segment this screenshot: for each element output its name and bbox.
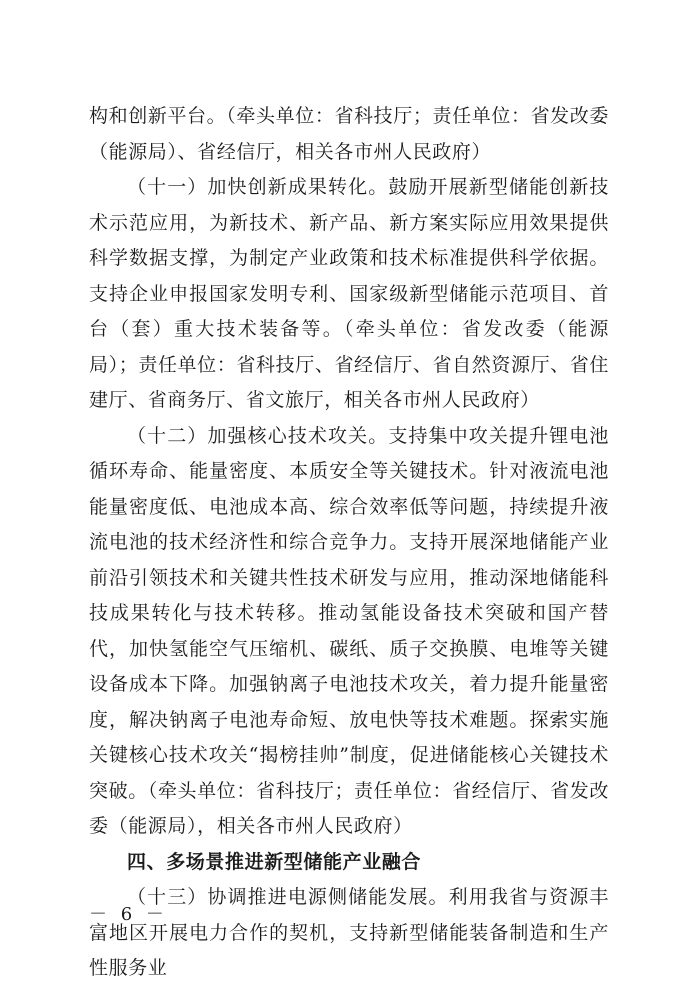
paragraph-item-11: （十一）加快创新成果转化。鼓励开展新型储能创新技术示范应用，为新技术、新产品、新方案实际应用效果提供科学数据支撑，为制定产业政策和技术标准提供科学依据。支持企业申报国家发明专利、国家级新型储能示范项目、首台（套）重大技术装备等。（牵头单位：省发改委（能源局）；责任单位：省科技厅、省经信厅、省自然资源厅、省住建厅、省商务厅、省文旅厅，相关各市州人民政府） <box>89 176 609 411</box>
page-number: － 6 － <box>89 904 168 925</box>
paragraph-item-13: （十三）协调推进电源侧储能发展。利用我省与资源丰富地区开展电力合作的契机，支持新型储能装备制造和生产性服务业 <box>89 886 609 979</box>
paragraph-continuation: 构和创新平台。（牵头单位：省科技厅；责任单位：省发改委（能源局）、省经信厅，相关各市州人民政府） <box>89 105 609 163</box>
section-heading-4: 四、多场景推进新型储能产业融合 <box>127 850 422 873</box>
paragraph-item-12: （十二）加强核心技术攻关。支持集中攻关提升锂电池循环寿命、能量密度、本质安全等关键技术。针对液流电池能量密度低、电池成本高、综合效率低等问题，持续提升液流电池的技术经济性和综合竞争力。支持开展深地储能产业前沿引领技术和关键共性技术研发与应用，推动深地储能科技成果转化与技术转移。推动氢能设备技术突破和国产替代，加快氢能空气压缩机、碳纸、质子交换膜、电堆等关键设备成本下降。加强钠离子电池技术攻关，着力提升能量密度，解决钠离子电池寿命短、放电快等技术难题。探索实施关键核心技术攻关“揭榜挂帅”制度，促进储能核心关键技术突破。（牵头单位：省科技厅；责任单位：省经信厅、省发改委（能源局），相关各市州人民政府） <box>89 424 609 837</box>
document-body <box>89 99 609 987</box>
